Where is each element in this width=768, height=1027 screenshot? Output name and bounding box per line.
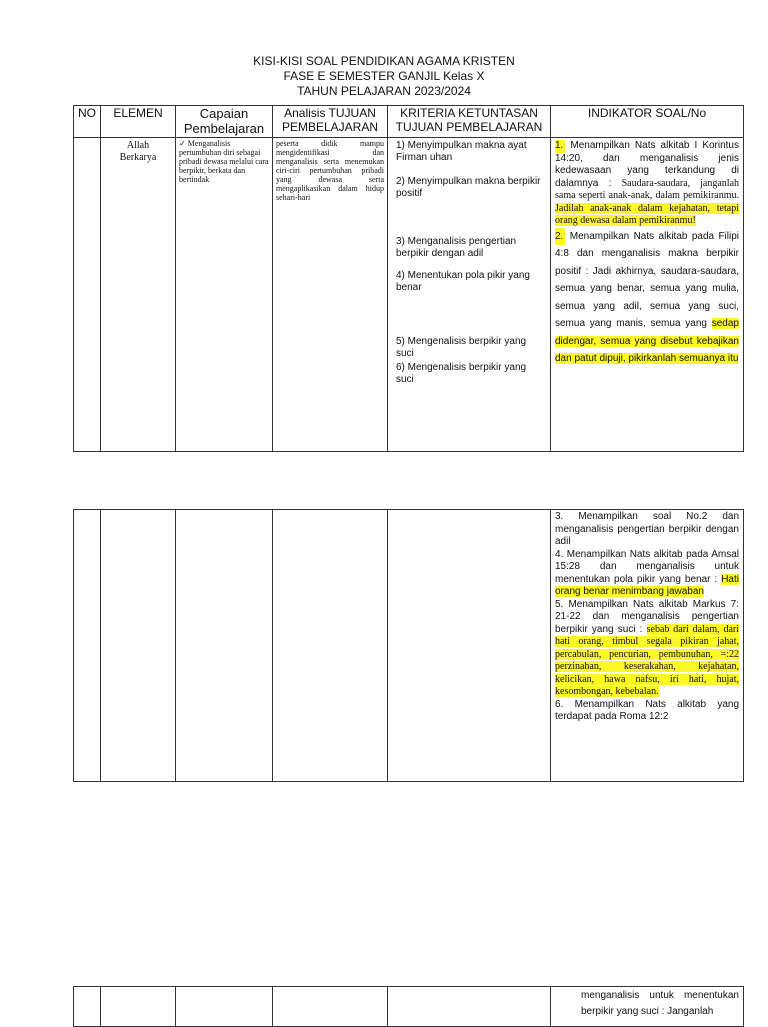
cell-elemen (101, 510, 176, 782)
kriteria-item: 2) Menyimpulkan makna berpikir positif (396, 176, 541, 199)
cell-analisis: peserta didik mampu mengidentifikasi dan menganalisis serta menemukan ciri-ciri pertumbuhan pribadi yang dewasa serta mengaplikasikan dalam hidup sehari-hari (273, 138, 388, 452)
cell-no (74, 510, 101, 782)
cell-no (74, 987, 101, 1027)
col-header-indikator: INDIKATOR SOAL/No (551, 106, 744, 138)
cell-indikator (551, 987, 744, 1027)
cell-kriteria (388, 510, 551, 782)
table-row (74, 510, 744, 782)
indikator-item-6: 6. Menampilkan Nats alkitab yang terdapat pada Roma 12:2 (555, 698, 739, 722)
indikator-item-2: 2. Menampilkan Nats alkitab pada Filipi 4:8 dan menganalisis makna berpikir positif : Jadi akhirnya, saudara-saudara, semua yang benar, semua yang mulia, semua yang adil, semua yang suci, semua yang manis, semua yang sedap didengar, semua yang disebut kebajikan dan patut dipuji, pikirkanlah semuanya itu (555, 228, 739, 368)
table-row (74, 987, 744, 1027)
table-header-row (74, 106, 744, 138)
cell-kriteria (388, 987, 551, 1027)
col-header-kriteria: KRITERIA KETUNTASAN TUJUAN PEMBELAJARAN (388, 106, 551, 138)
cell-elemen (101, 987, 176, 1027)
col-header-no: NO (74, 106, 101, 138)
col-header-analisis: Analisis TUJUAN PEMBELAJARAN (273, 106, 388, 138)
table-row (74, 138, 744, 452)
cell-analisis (273, 987, 388, 1027)
doc-title-line1: KISI-KISI SOAL PENDIDIKAN AGAMA KRISTEN (253, 54, 515, 68)
indikator-list (551, 510, 743, 724)
kisi-kisi-table-page2 (73, 509, 744, 782)
cell-indikator (551, 510, 744, 782)
kisi-kisi-table-page1 (73, 105, 744, 452)
kriteria-item: 4) Menentukan pola pikir yang benar (396, 270, 530, 293)
kriteria-item: 1) Menyimpulkan makna ayat Firman uhan (396, 140, 527, 163)
kriteria-list (388, 138, 550, 386)
cell-capaian (176, 987, 273, 1027)
cell-indikator (551, 138, 744, 452)
cell-kriteria (388, 138, 551, 452)
indikator-item-3: 3. Menampilkan soal No.2 dan menganalisis pengertian berpikir dengan adil (555, 511, 739, 547)
indikator-item-1: 1. Menampilkan Nats alkitab I Korintus 14:20, dan menganalisis jenis kedewasaan yang terkandung di dalamnya : Saudara-saudara, janganlah sama seperti anak-anak, dalam pemikiranmu. Jadilah anak-anak dalam kejahatan, tetapi orang dewasa dalam pemikiranmu! (555, 140, 740, 226)
doc-title-line3: TAHUN PELAJARAN 2023/2024 (297, 84, 471, 98)
cell-analisis (273, 510, 388, 782)
kriteria-item: 5) Mengenalisis berpikir yang suci (396, 336, 527, 359)
cell-no (74, 138, 101, 452)
kriteria-item: 3) Menganalisis pengertian berpikir dengan adil (396, 236, 517, 259)
cell-capaian: ✓ Menganalisis pertumbuhan diri sebagai pribadi dewasa melalui cara berpikir, berkata dan bertindak (176, 138, 273, 452)
indikator-item-5: 5. Menampilkan Nats alkitab Markus 7: 21-22 dan menganalisis pengertian berpikir yang suci : sebab dari dalam, dari hati orang, timbul segala pikiran jahat, percabulan, pencurian, pembunuhan, =:22 perzinahan, keserakahan, kejahatan, kelicikan, hawa nafsu, iri hati, hujat, kesombongan, kebebalan. (555, 598, 740, 697)
doc-title-line2: FASE E SEMESTER GANJIL Kelas X (283, 69, 485, 83)
kriteria-item: 6) Mengenalisis berpikir yang suci (396, 362, 527, 385)
indikator-continuation: menganalisis untuk menentukan berpikir yang suci : Janganlah (581, 990, 739, 1017)
kisi-kisi-table-page3 (73, 986, 744, 1027)
cell-elemen: Allah Berkarya (101, 138, 176, 452)
indikator-item-4: 4. Menampilkan Nats alkitab pada Amsal 15:28 dan menganalisis untuk menentukan pola pikir yang benar : Hati orang benar menimbang jawaban (555, 548, 739, 597)
col-header-capaian: Capaian Pembelajaran (176, 106, 273, 138)
indikator-list (551, 138, 743, 368)
cell-capaian (176, 510, 273, 782)
col-header-elemen: ELEMEN (101, 106, 176, 138)
